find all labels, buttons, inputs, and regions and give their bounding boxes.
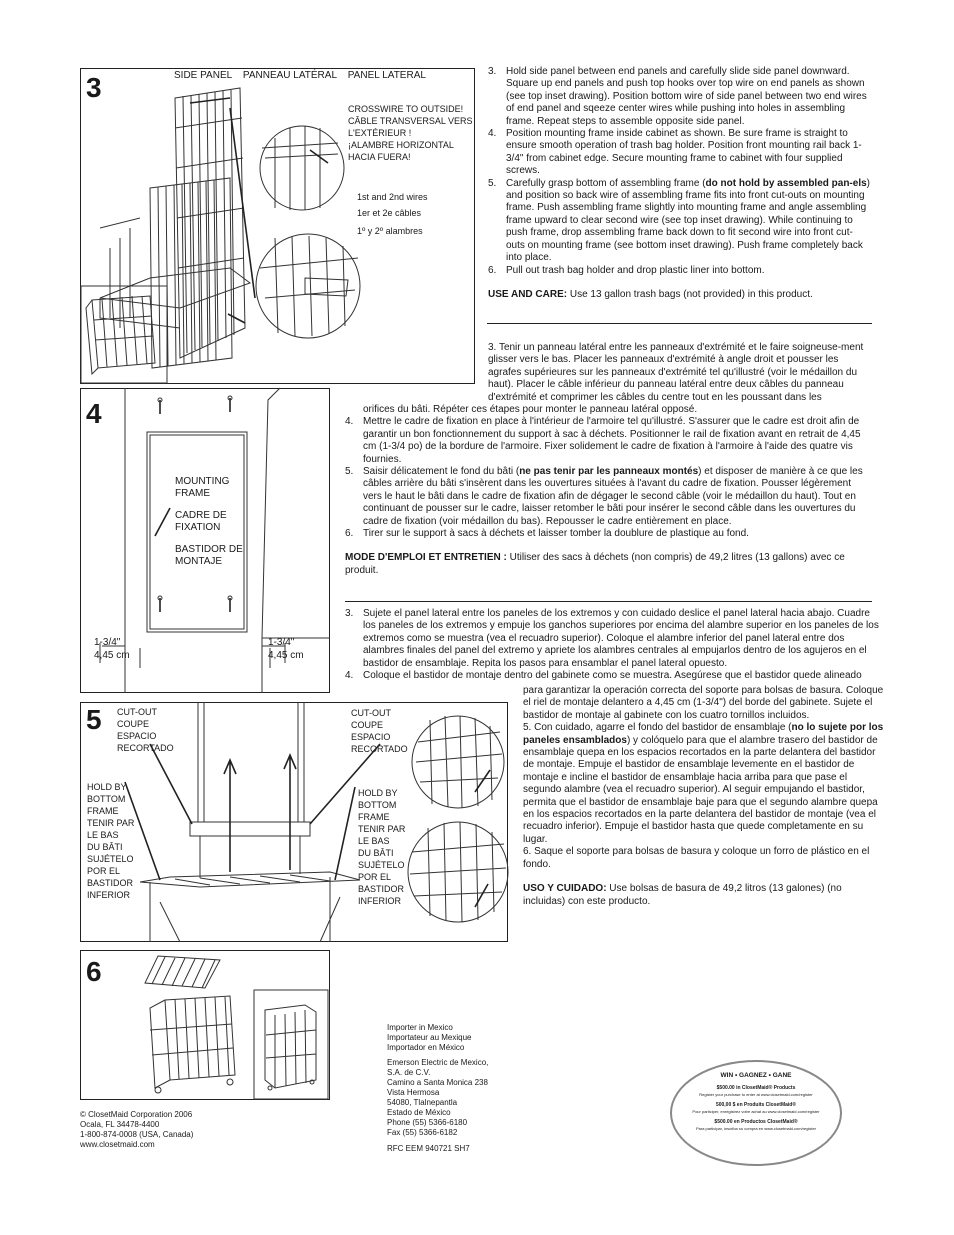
step3-drawing (80, 68, 475, 384)
french-divider (345, 601, 872, 602)
importer-block: Importer in Mexico Importateur au Mexique Importador en México (387, 1023, 472, 1052)
seal-line-3: 500,00 $ en Produits ClosetMaid® (715, 1102, 797, 1108)
step4-dim-right-cm: 4,45 cm (268, 650, 304, 661)
step4-bastidor-label: BASTIDOR DE MONTAJE (175, 544, 243, 567)
seal-line-2: Register your purchase to enter at www.closetmaid.com/register (699, 1092, 813, 1097)
step3-crosswire-label: CROSSWIRE TO OUTSIDE! CÂBLE TRANSVERSAL VERS L'EXTÉRIEUR ! ¡ALAMBRE HORIZONTAL HACIA FUERA! (348, 104, 473, 162)
step3-wires-fr: 1er et 2e câbles (357, 208, 422, 218)
step4-number: 4 (86, 398, 102, 429)
step5-drawing (80, 702, 508, 942)
rfc-number: RFC EEM 940721 SH7 (387, 1144, 470, 1153)
promo-seal (670, 1060, 842, 1166)
english-use-care: USE AND CARE: Use 13 gallon trash bags (not provided) in this product. (488, 288, 813, 300)
french-mode-emploi: MODE D'EMPLOI ET ENTRETIEN : Utiliser des sacs à déchets (non compris) de 49,2 litres (13 gallons) avec ce produit. (345, 552, 845, 576)
spanish-instructions-bottom (523, 685, 885, 908)
spanish-item-5: 5. Con cuidado, agarre el fondo del bastidor de ensamblaje (no lo sujete por los paneles ensamblados) y colóquelo para que el alambre trasero del bastidor de ensamblaje quepa en los espacios recortados en la parte delantera del bastidor de montaje. Empuje el bastidor de ensamblaje levemente en el bastidor de montaje e incline el bastidor de ensamblaje hacia arriba para que pase el segundo alambre (vea el recuadro superior). Al seguir empujando el bastidor, permita que el bastidor de ensamblaje baje para que el segundo alambre quepa en los espacios recortados en la parte delantera del bastidor de montaje (vea el recuadro inferior). Empuje el bastidor hasta que quede completamente en su lugar. (523, 722, 884, 845)
english-divider (487, 323, 872, 324)
step3-wires-es: 1º y 2º alambres (357, 226, 423, 236)
step4-dim-left-in: 1-3/4" (94, 637, 121, 648)
spanish-instructions-top (345, 608, 885, 682)
english-instructions (488, 66, 870, 301)
french-item-4: 4. Mettre le cadre de fixation en place à l'intérieur de l'armoire tel qu'illustré. S'assurer que le cadre est droit afin de garantir un bon fonctionnement du support à sac à déchets. Positionner le rail de fixation avant en retrait de 4,45 cm (1-3/4 po) de la bordure de l'armoire. Fixer solidement le cadre de fixation à l'armoire à l'aide des quatre vis fournies. (345, 416, 861, 465)
spanish-item-3: 3. Sujete el panel lateral entre los paneles de los extremos y con cuidado deslice el panel lateral hacia abajo. Cuadre los paneles de los extremos y empuje los ganchos superiores por encima del alambre superior en los paneles de los extremos como se muestra (vea el recuadro superior). Coloque el alambre inferior del panel lateral entre dos alambres finales del panel del extremo y apriete los alambres centrales al empujarlos dentro de los agujeros en el bastidor de ensamblaje. Repita los pasos para ensamblar el panel lateral opuesto. (345, 608, 879, 669)
seal-line-4: Pour participer, enregistrez votre achat au www.closetmaid.com/register (692, 1109, 820, 1114)
importer-address: Emerson Electric de Mexico, S.A. de C.V. Camino a Santa Monica 238 Vista Hermosa 54080, Tlalnepantla Estado de México Phone (55) 5366-6180 Fax (55) 5366-6182 (387, 1058, 489, 1137)
step4-dim-left-cm: 4,45 cm (94, 650, 130, 661)
french-item-3-top: 3. Tenir un panneau latéral entre les panneaux d'extrémité et le faire soigneuse-ment glisser vers le bas. Placer les panneaux d'extrémité à angle droit et pousser les agrafes supérieures sur les panneaux d'extrémité tel qu'illustré (voir le médaillon du haut). Placer le câble inférieur du panneau latéral entre deux câbles du panneau d'extrémité et comprimer les câbles du centre tout en les poussant dans les (488, 342, 864, 403)
french-item-3-end: orifices du bâti. Répéter ces étapes pour monter le panneau latéral opposé. (363, 404, 698, 415)
step4-mounting-label: MOUNTING FRAME (175, 476, 230, 499)
step6-number: 6 (86, 956, 102, 987)
step5-cutout-right: CUT-OUT COUPE ESPACIO RECORTADO (351, 708, 408, 754)
seal-line-1: $500.00 in ClosetMaid® Products (716, 1085, 796, 1091)
step5-cutout-left: CUT-OUT COUPE ESPACIO RECORTADO (117, 707, 174, 753)
english-item-5: 5. Carefully grasp bottom of assembling frame (do not hold by assembled pan-els) and position so back wire of assembling frame fits into front cut-outs on mounting frame. Push assembling frame slightly into mounting frame and angle assembling frame upward to clear second wire (see top inset drawing). While continuing to push frame, drop assembling frame back down to fit second wire into front cut-outs on mounting frame (see bottom inset drawing). Push frame completely back into place. (488, 177, 871, 264)
english-item-3: 3. Hold side panel between end panels and carefully slide side panel downward. Square up end panels and push top hooks over top wire on end panels as shown (see top inset drawing). Position bottom wire of side panel between two end wires of end panel and sqeeze center wires while pushing into holes in assembling frame. Repeat steps to assemble opposite side panel. (488, 66, 867, 127)
seal-title: WIN • GAGNEZ • GANE (720, 1072, 792, 1079)
seal-line-6: Para participar, inscriba su compra en www.closetmaid.com/register (695, 1126, 817, 1131)
step6-drawing (80, 950, 330, 1100)
french-item-5: 5. Saisir délicatement le fond du bâti (ne pas tenir par les panneaux montés) et disposer de manière à ce que les câbles arrière du bâti s'insèrent dans les ouvertures situées à l'avant du cadre de fixation. Pousser légèrement vers le haut le bâti dans le cadre de fixation afin de dégager le second câble (voir le médaillon du haut). Tout en continuant de pousser sur le cadre, laisser retomber le bâti pour insérer le second câble dans les ouvertures du cadre de fixation (voir médaillon du bas). Repousser le cadre entièrement en place. (345, 466, 863, 527)
spanish-item-4-end: para garantizar la operación correcta del soporte para bolsas de basura. Coloque el riel de montaje delantero a 4,45 cm (1-3/4") del borde del gabinete. Sujete el bastidor de montaje al gabinete con los cuatro tornillos incluidos. (523, 685, 884, 721)
spanish-uso-cuidado: USO Y CUIDADO: Use bolsas de basura de 49,2 litros (13 galones) (no incluidas) con este producto. (523, 883, 842, 907)
step5-hold-right: HOLD BY BOTTOM FRAME TENIR PAR LE BAS DU BÂTI SUJÉTELO POR EL BASTIDOR INFERIOR (358, 788, 406, 906)
french-instructions (345, 404, 870, 577)
step5-number: 5 (86, 704, 102, 735)
spanish-item-4: 4. Coloque el bastidor de montaje dentro del gabinete como se muestra. Asegúrese que el bastidor quede alineado (345, 670, 862, 682)
seal-line-5: $500.00 en Productos ClosetMaid® (714, 1119, 798, 1125)
step3-side-panel-label: SIDE PANEL PANNEAU LATÉRAL PANEL LATERAL (174, 70, 426, 81)
spanish-item-6: 6. Saque el soporte para bolsas de basura y coloque un forro de plástico en el fondo. (523, 846, 870, 870)
english-item-6: 6. Pull out trash bag holder and drop plastic liner into bottom. (488, 264, 765, 276)
step4-dim-right-in: 1-3/4" (268, 637, 295, 648)
french-item-6: 6. Tirer sur le support à sacs à déchets et laisser tomber la doublure de plastique au fond. (345, 528, 749, 540)
step5-hold-left: HOLD BY BOTTOM FRAME TENIR PAR LE BAS DU BÂTI SUJÉTELO POR EL BASTIDOR INFERIOR (87, 782, 135, 900)
copyright-block: © ClosetMaid Corporation 2006 Ocala, FL 34478-4400 1-800-874-0008 (USA, Canada) www.closetmaid.com (80, 1110, 194, 1149)
step3-wires-en: 1st and 2nd wires (357, 192, 428, 202)
english-item-4: 4. Position mounting frame inside cabinet as shown. Be sure frame is straight to ensure smooth operation of trash bag holder. Position front mounting rail back 1-3/4" from cabinet edge. Secure mounting frame to cabinet with four supplied screws. (488, 128, 862, 177)
step4-cadre-label: CADRE DE FIXATION (175, 510, 227, 533)
step3-number: 3 (86, 72, 102, 103)
